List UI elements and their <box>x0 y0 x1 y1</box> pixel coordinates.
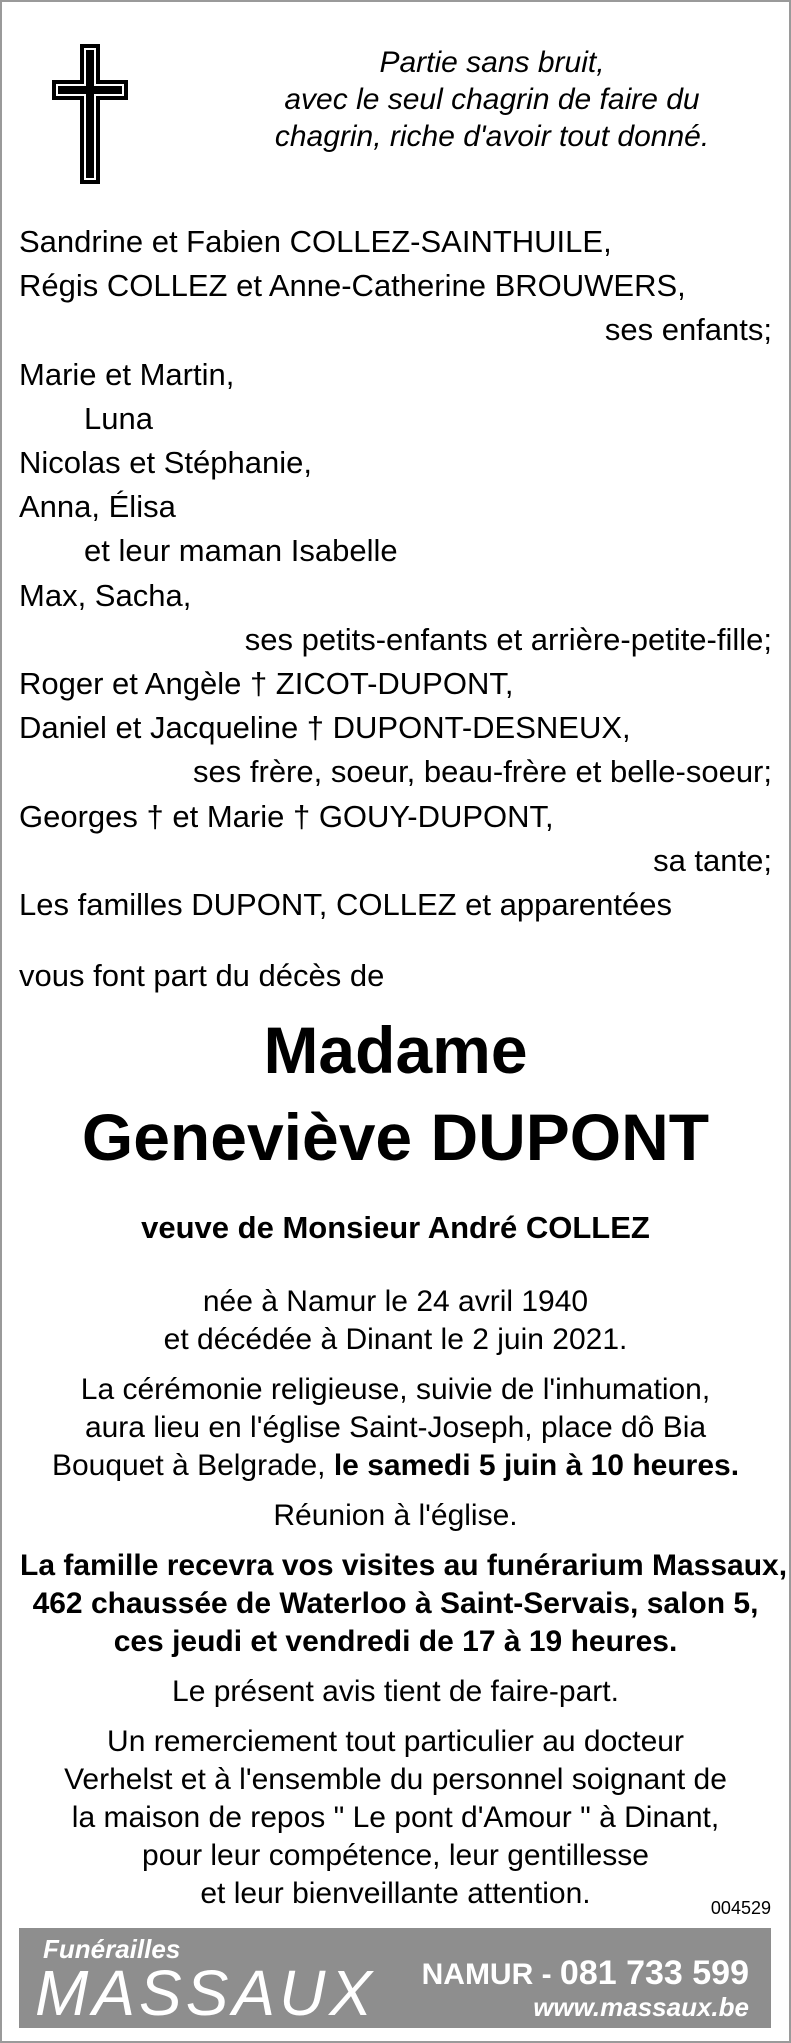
brand-logo: MASSAUX <box>35 1957 376 2029</box>
family-line: Max, Sacha, <box>19 578 192 613</box>
notice-line: Le présent avis tient de faire-part. <box>172 1675 619 1708</box>
thanks-line: Un remerciement tout particulier au docteur <box>107 1725 684 1758</box>
epitaph <box>232 44 752 155</box>
family-line: ses enfants; <box>604 312 772 347</box>
family-line: Daniel et Jacqueline † DUPONT-DESNEUX, <box>19 710 631 745</box>
website-link: www.massaux.be <box>533 1992 749 2022</box>
family-line: Régis COLLEZ et Anne-Catherine BROUWERS, <box>19 268 686 303</box>
reunion-line: Réunion à l'église. <box>273 1499 518 1532</box>
cross-icon <box>52 44 128 184</box>
visits-line: 462 chaussée de Waterloo à Saint-Servais, salon 5, <box>32 1587 759 1620</box>
family-line: Anna, Élisa <box>19 489 176 524</box>
thanks-line: et leur bienveillante attention. <box>200 1877 591 1910</box>
thanks-line: Verhelst et à l'ensemble du personnel soignant de <box>64 1763 727 1796</box>
family-line: ses petits-enfants et arrière-petite-fille; <box>244 622 772 657</box>
deceased-title: Madame <box>263 1013 528 1087</box>
brand-subtitle: Funérailles <box>43 1934 181 1964</box>
family-line: Georges † et Marie † GOUY-DUPONT, <box>19 799 554 834</box>
ceremony-place: Bouquet à Belgrade, <box>51 1449 334 1482</box>
family-line: Sandrine et Fabien COLLEZ-SAINTHUILE, <box>19 224 612 259</box>
family-line: sa tante; <box>653 843 772 878</box>
contact-phone <box>422 1954 749 1993</box>
visits-line: ces jeudi et vendredi de 17 à 19 heures. <box>113 1625 678 1658</box>
epitaph-line: chagrin, riche d'avoir tout donné. <box>274 120 710 153</box>
ceremony-date: le samedi 5 juin à 10 heures. <box>333 1449 740 1482</box>
thanks-line: la maison de repos " Le pont d'Amour " à Dinant, <box>71 1801 720 1834</box>
details-block <box>20 1283 788 1913</box>
family-line: ses frère, soeur, beau-frère et belle-soeur; <box>193 754 772 789</box>
family-line: et leur maman Isabelle <box>84 533 398 568</box>
thanks-line: pour leur compétence, leur gentillesse <box>142 1839 649 1872</box>
epitaph-line: avec le seul chagrin de faire du <box>284 83 700 116</box>
family-line: Les familles DUPONT, COLLEZ et apparentées <box>19 887 672 922</box>
ceremony-line: La cérémonie religieuse, suivie de l'inhumation, <box>80 1373 711 1406</box>
funeral-home-banner <box>19 1928 771 2028</box>
birth-line: née à Namur le 24 avril 1940 <box>202 1285 589 1318</box>
deceased-name: Geneviève DUPONT <box>81 1100 710 1174</box>
phone-number: 081 733 599 <box>559 1954 749 1992</box>
death-line: et décédée à Dinant le 2 juin 2021. <box>163 1323 628 1356</box>
intro-text: vous font part du décès de <box>19 958 385 993</box>
family-line: Luna <box>84 401 153 436</box>
visits-line: La famille recevra vos visites au funérarium Massaux, <box>20 1549 788 1582</box>
city-label: NAMUR - <box>421 1958 560 1991</box>
family-line: Nicolas et Stéphanie, <box>19 445 312 480</box>
widow-line: veuve de Monsieur André COLLEZ <box>141 1210 650 1245</box>
epitaph-line: Partie sans bruit, <box>379 46 605 79</box>
family-line: Marie et Martin, <box>19 357 235 392</box>
ceremony-line: aura lieu en l'église Saint-Joseph, place dô Bia <box>84 1411 707 1444</box>
family-line: Roger et Angèle † ZICOT-DUPONT, <box>19 666 514 701</box>
ceremony-line <box>20 1447 771 1485</box>
reference-number: 004529 <box>710 1898 771 1918</box>
